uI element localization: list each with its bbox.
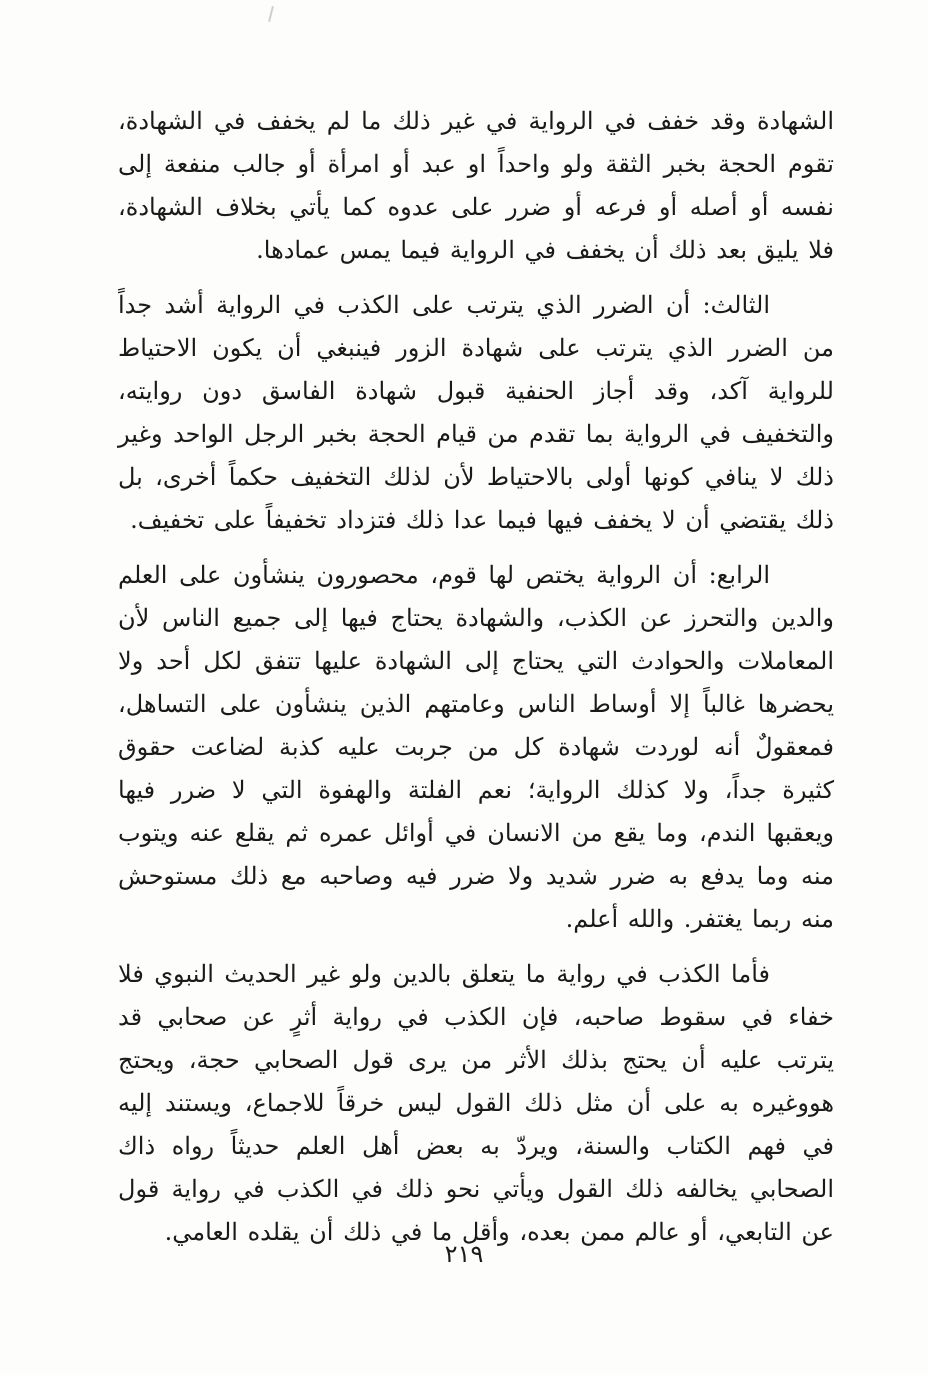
page-body — [118, 100, 834, 1254]
paragraph-2: الثالث: أن الضرر الذي يترتب على الكذب في الرواية أشد جداً من الضرر الذي يترتب على شهادة الزور فينبغي أن يكون الاحتياط للرواية آكد، وقد أجاز الحنفية قبول شهادة الفاسق دون روايته، والتخفيف في الرواية بما تقدم من قيام الحجة بخبر الرجل الواحد وغير ذلك لا ينافي كونها أولى بالاحتياط لأن لذلك التخفيف حكماً أخرى، بل ذلك يقتضي أن لا يخفف فيها فيما عدا ذلك فتزداد تخفيفاً على تخفيف. — [118, 291, 834, 534]
paragraph-3: الرابع: أن الرواية يختص لها قوم، محصورون ينشأون على العلم والدين والتحرز عن الكذب، والشهادة يحتاج فيها إلى جميع الناس لأن المعاملات والحوادث التي يحتاج إلى الشهادة عليها تتفق لكل أحد ولا يحضرها غالباً إلا أوساط الناس وعامتهم الذين ينشأون على التساهل، فمعقولٌ أنه لوردت شهادة كل من جربت عليه كذبة لضاعت حقوق كثيرة جداً، ولا كذلك الرواية؛ نعم الفلتة والهفوة التي لا ضرر فيها ويعقبها الندم، وما يقع من الانسان في أوائل عمره ثم يقلع عنه ويتوب منه وما يدفع به ضرر شديد ولا ضرر فيه وصاحبه مع ذلك مستوحش منه ربما يغتفر. والله أعلم. — [118, 561, 834, 933]
paragraph-4: فأما الكذب في رواية ما يتعلق بالدين ولو غير الحديث النبوي فلا خفاء في سقوط صاحبه، فإن الكذب في رواية أثرٍ عن صحابي قد يترتب عليه أن يحتج بذلك الأثر من يرى قول الصحابي حجة، ويحتج هووغيره به على أن مثل ذلك القول ليس خرقاً للاجماع، ويستند إليه في فهم الكتاب والسنة، ويردّ به بعض أهل العلم حديثاً رواه ذاك الصحابي يخالفه ذلك القول ويأتي نحو ذلك في الكذب في رواية قول عن التابعي، أو عالم ممن بعده، وأقل ما في ذلك أن يقلده العامي. — [118, 960, 834, 1246]
page-number: ٢١٩ — [444, 1240, 484, 1268]
scan-mark — [268, 6, 274, 22]
paragraph-1: الشهادة وقد خفف في الرواية في غير ذلك ما لم يخفف في الشهادة، تقوم الحجة بخبر الثقة ولو واحداً او عبد أو امرأة أو جالب منفعة إلى نفسه أو أصله أو فرعه أو ضرر على عدوه كما يأتي بخلاف الشهادة، فلا يليق بعد ذلك أن يخفف في الرواية فيما يمس عمادها. — [118, 107, 834, 264]
